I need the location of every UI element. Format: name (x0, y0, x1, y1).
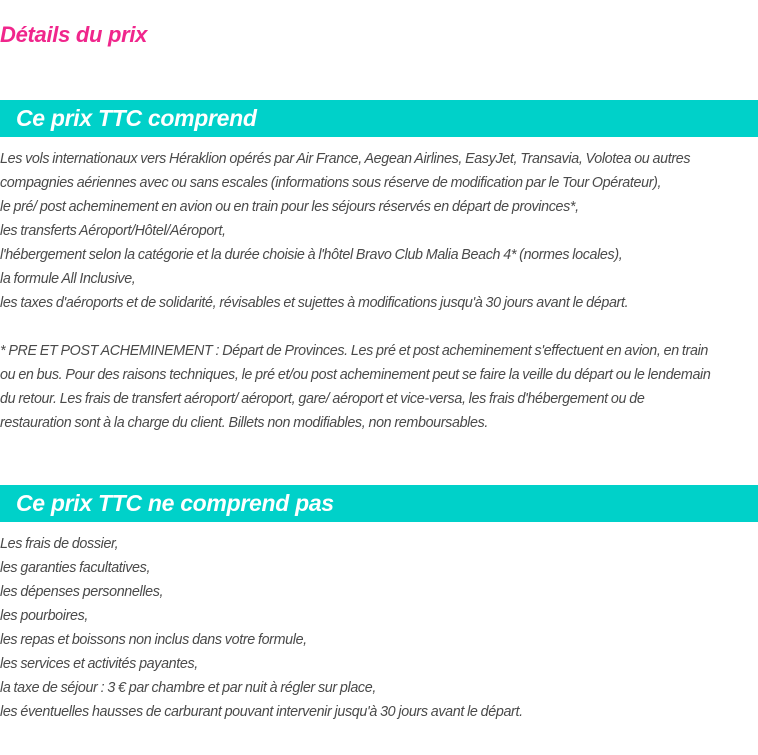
note-line: * PRE ET POST ACHEMINEMENT : Départ de Provinces. Les pré et post acheminement s'effectuent en avion, en train (0, 343, 708, 359)
page-title: Détails du prix (0, 22, 148, 47)
note-line: restauration sont à la charge du client. Billets non modifiables, non remboursables. (0, 415, 489, 431)
includes-line: l'hébergement selon la catégorie et la durée choisie à l'hôtel Bravo Club Malia Beach 4* (normes locales), (0, 247, 623, 263)
includes-line: les transferts Aéroport/Hôtel/Aéroport, (0, 223, 226, 239)
excludes-line: les éventuelles hausses de carburant pouvant intervenir jusqu'à 30 jours avant le départ. (0, 704, 523, 720)
includes-line: compagnies aériennes avec ou sans escales (informations sous réserve de modification par le Tour Opérateur), (0, 175, 662, 191)
excludes-line: les repas et boissons non inclus dans votre formule, (0, 632, 307, 648)
includes-line: le pré/ post acheminement en avion ou en train pour les séjours réservés en départ de provinces*, (0, 199, 579, 215)
excludes-line: Les frais de dossier, (0, 536, 119, 552)
excludes-heading: Ce prix TTC ne comprend pas (0, 485, 758, 522)
includes-line: la formule All Inclusive, (0, 271, 136, 287)
note-line: ou en bus. Pour des raisons techniques, le pré et/ou post acheminement peut se faire la veille du départ ou le lendemain (0, 367, 711, 383)
excludes-line: les services et activités payantes, (0, 656, 198, 672)
includes-heading: Ce prix TTC comprend (0, 100, 758, 137)
acheminement-note (0, 339, 758, 435)
excludes-line: les dépenses personnelles, (0, 584, 164, 600)
excludes-line: les garanties facultatives, (0, 560, 151, 576)
note-line: du retour. Les frais de transfert aéroport/ aéroport, gare/ aéroport et vice-versa, les frais d'hébergement ou de (0, 391, 645, 407)
excludes-list (0, 532, 758, 724)
excludes-line: les pourboires, (0, 608, 89, 624)
includes-line: les taxes d'aéroports et de solidarité, révisables et sujettes à modifications jusqu'à 30 jours avant le départ. (0, 295, 629, 311)
includes-list (0, 147, 758, 315)
excludes-line: la taxe de séjour : 3 € par chambre et par nuit à régler sur place, (0, 680, 376, 696)
includes-line: Les vols internationaux vers Héraklion opérés par Air France, Aegean Airlines, EasyJet, Transavia, Volotea ou autres (0, 151, 691, 167)
